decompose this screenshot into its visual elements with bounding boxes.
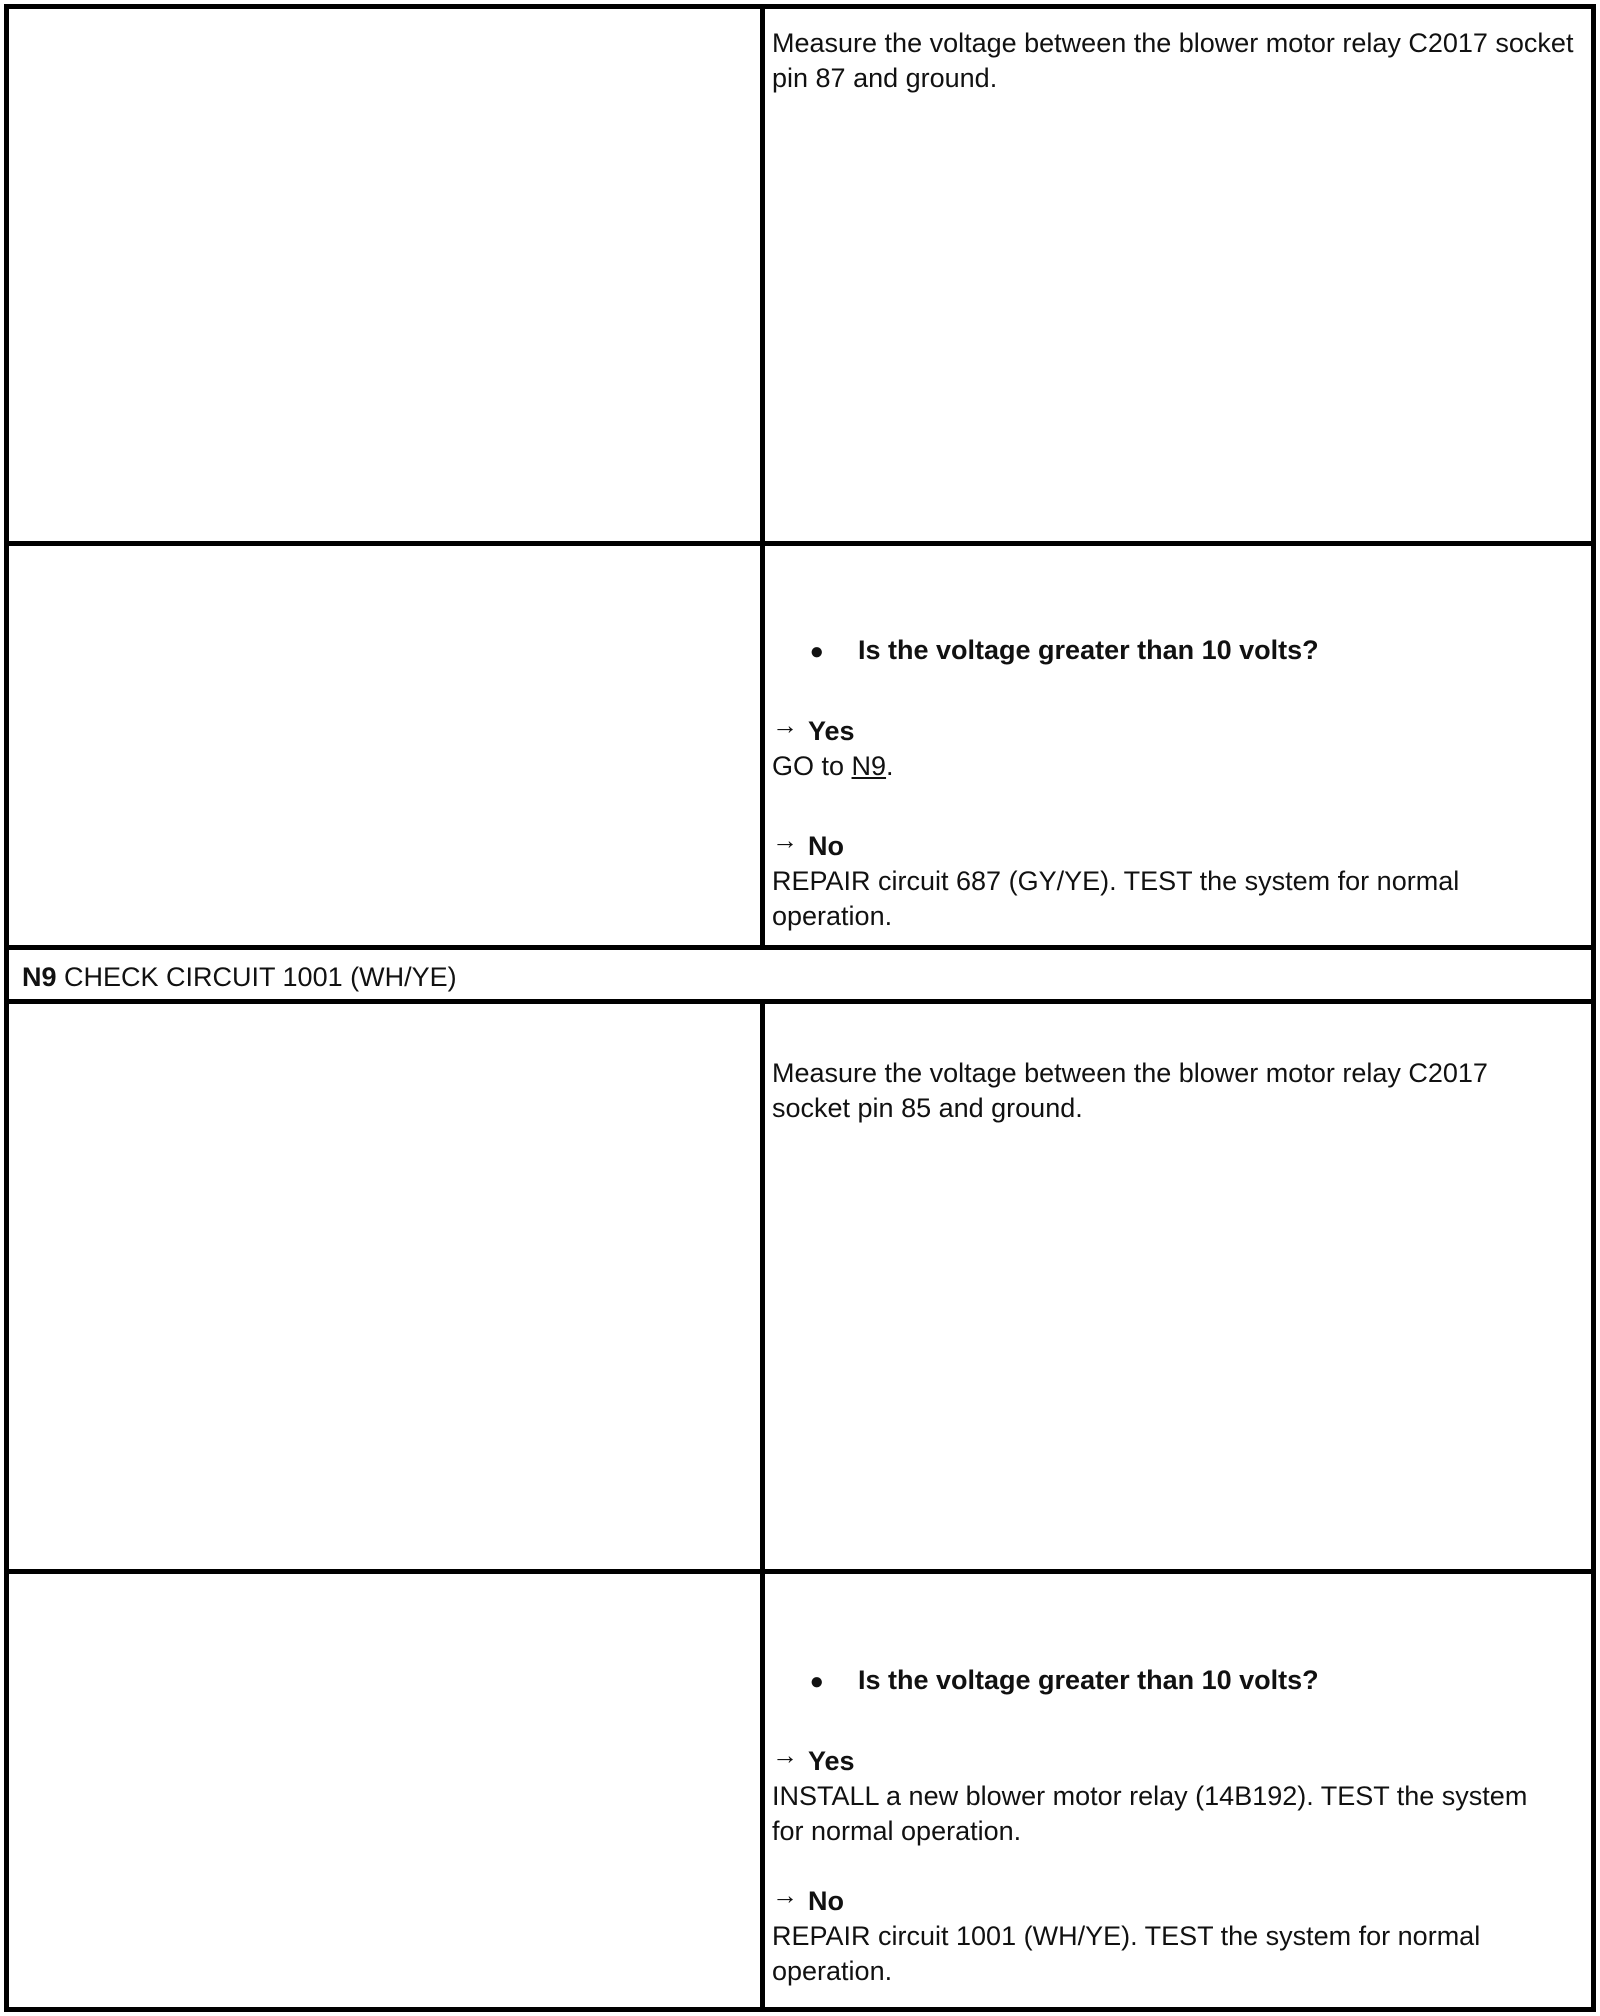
row3-instruction-cell bbox=[772, 1056, 1588, 1126]
column-divider-upper bbox=[760, 4, 765, 948]
row4-result-cell bbox=[772, 1663, 1588, 1989]
row2-no-branch bbox=[772, 825, 1588, 864]
yes-action-suffix: . bbox=[886, 751, 894, 781]
column-divider-lower bbox=[760, 1000, 765, 2010]
table-border-right bbox=[1591, 4, 1596, 2012]
step-title: CHECK CIRCUIT 1001 (WH/YE) bbox=[56, 962, 457, 992]
yes-label: Yes bbox=[808, 1746, 855, 1776]
no-label: No bbox=[808, 831, 844, 861]
goto-n9-link[interactable]: N9 bbox=[851, 751, 887, 781]
table-border-left bbox=[4, 4, 9, 2012]
yes-action-prefix: GO to bbox=[772, 751, 852, 781]
right-arrow-icon: → bbox=[772, 1880, 798, 1910]
row-divider-1 bbox=[4, 541, 1596, 546]
row2-question: Is the voltage greater than 10 volts? bbox=[858, 635, 1319, 665]
right-arrow-icon: → bbox=[772, 1740, 798, 1770]
row4-yes-action: INSTALL a new blower motor relay (14B192). TEST the system for normal operation. bbox=[772, 1781, 1528, 1846]
row1-instruction-text: Measure the voltage between the blower motor relay C2017 socket pin 87 and ground. bbox=[772, 28, 1574, 93]
right-arrow-icon: → bbox=[772, 825, 798, 855]
step-id: N9 bbox=[22, 962, 57, 992]
table-border-top bbox=[4, 4, 1596, 9]
row2-result-cell bbox=[772, 633, 1588, 934]
bullet-icon: ● bbox=[809, 1668, 824, 1695]
row3-instruction-text: Measure the voltage between the blower motor relay C2017 socket pin 85 and ground. bbox=[772, 1058, 1488, 1123]
table-border-bottom bbox=[4, 2007, 1596, 2012]
yes-label: Yes bbox=[808, 716, 855, 746]
row-divider-3 bbox=[4, 999, 1596, 1004]
row1-instruction-cell bbox=[772, 26, 1588, 96]
row4-no-action: REPAIR circuit 1001 (WH/YE). TEST the system for normal operation. bbox=[772, 1921, 1481, 1986]
row-divider-4 bbox=[4, 1569, 1596, 1574]
row-divider-2 bbox=[4, 945, 1596, 950]
no-label: No bbox=[808, 1886, 844, 1916]
row4-question: Is the voltage greater than 10 volts? bbox=[858, 1665, 1319, 1695]
row4-yes-branch bbox=[772, 1740, 1588, 1779]
step-header bbox=[22, 960, 457, 995]
row2-yes-branch bbox=[772, 710, 1588, 749]
row2-no-action: REPAIR circuit 687 (GY/YE). TEST the system for normal operation. bbox=[772, 866, 1460, 931]
row4-question-item bbox=[772, 1663, 1588, 1699]
right-arrow-icon: → bbox=[772, 710, 798, 740]
row4-no-branch bbox=[772, 1880, 1588, 1919]
bullet-icon: ● bbox=[809, 638, 824, 665]
row2-yes-action bbox=[772, 749, 1588, 784]
row2-question-item bbox=[772, 633, 1588, 669]
